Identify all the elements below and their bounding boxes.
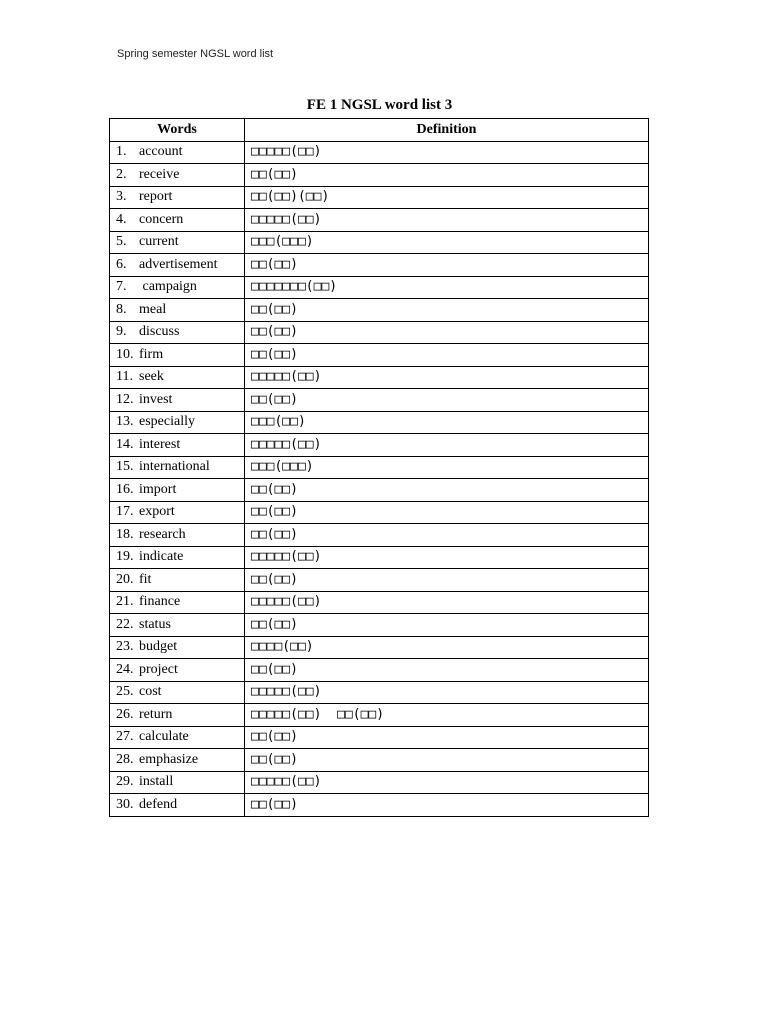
word-cell: [110, 591, 245, 614]
document-title: FE 1 NGSL word list 3: [306, 97, 453, 113]
definition-cell: □□□□□□□(□□): [245, 276, 649, 299]
definition-cell: □□(□□): [245, 794, 649, 817]
word-cell: [110, 321, 245, 344]
word-cell: [110, 299, 245, 322]
word-text: seek: [139, 369, 164, 385]
table-row: [110, 411, 649, 434]
word-text: receive: [139, 166, 180, 182]
table-row: [110, 389, 649, 412]
table-row: [110, 344, 649, 367]
word-number: 18.: [116, 526, 134, 542]
word-text: import: [139, 481, 177, 497]
word-number: 24.: [116, 661, 134, 677]
definition-cell: □□(□□): [245, 524, 649, 547]
table-row: [110, 209, 649, 232]
table-row: [110, 186, 649, 209]
word-cell: [110, 771, 245, 794]
word-text: return: [139, 706, 173, 722]
definition-cell: □□(□□): [245, 501, 649, 524]
word-number: 16.: [116, 481, 134, 497]
word-cell: [110, 749, 245, 772]
definition-cell: □□(□□): [245, 389, 649, 412]
word-number: 29.: [116, 774, 134, 790]
definition-cell: □□(□□): [245, 569, 649, 592]
definition-cell: □□□□□(□□): [245, 771, 649, 794]
definition-cell: □□(□□): [245, 659, 649, 682]
word-text: discuss: [139, 324, 180, 340]
definition-cell: □□□(□□□): [245, 231, 649, 254]
word-cell: [110, 254, 245, 277]
word-number: 25.: [116, 684, 134, 700]
word-text: install: [139, 774, 174, 790]
header-note: Spring semester NGSL word list: [117, 48, 274, 60]
word-number: 2.: [116, 166, 127, 182]
table-row: [110, 749, 649, 772]
word-cell: [110, 434, 245, 457]
word-cell: [110, 524, 245, 547]
word-number: 9.: [116, 324, 127, 340]
word-number: 4.: [116, 211, 127, 227]
word-text: cost: [139, 684, 162, 700]
definition-cell: □□(□□): [245, 344, 649, 367]
word-text: defend: [139, 796, 178, 812]
table-row: [110, 591, 649, 614]
definition-cell: □□(□□): [245, 749, 649, 772]
definition-cell: □□□□□(□□): [245, 209, 649, 232]
table-row: [110, 524, 649, 547]
word-cell: [110, 479, 245, 502]
word-cell: [110, 209, 245, 232]
word-text: report: [139, 189, 173, 205]
word-text: export: [139, 504, 175, 520]
word-cell: [110, 614, 245, 637]
word-cell: [110, 704, 245, 727]
word-cell: [110, 659, 245, 682]
word-text: international: [139, 459, 210, 475]
word-text: meal: [139, 301, 167, 317]
table-row: [110, 231, 649, 254]
word-number: 3.: [116, 189, 127, 205]
word-number: 19.: [116, 549, 134, 565]
definition-cell: □□□□□(□□) □□(□□): [245, 704, 649, 727]
definition-cell: □□(□□): [245, 164, 649, 187]
word-text: concern: [139, 211, 184, 227]
word-number: 1.: [116, 144, 127, 160]
table-row: [110, 546, 649, 569]
word-number: 26.: [116, 706, 134, 722]
word-cell: [110, 569, 245, 592]
word-number: 28.: [116, 751, 134, 767]
word-number: 6.: [116, 256, 127, 272]
word-text: account: [139, 144, 183, 160]
word-number: 5.: [116, 234, 127, 250]
word-number: 11.: [116, 369, 133, 385]
word-text: status: [139, 616, 171, 632]
table-row: [110, 659, 649, 682]
word-number: 23.: [116, 639, 134, 655]
table-header-row: [110, 119, 649, 142]
word-cell: [110, 456, 245, 479]
table-row: [110, 164, 649, 187]
word-text: research: [139, 526, 186, 542]
definition-cell: □□□□□(□□): [245, 141, 649, 164]
word-number: 21.: [116, 594, 134, 610]
definition-cell: □□□□□(□□): [245, 591, 649, 614]
word-number: 22.: [116, 616, 134, 632]
table-row: [110, 614, 649, 637]
word-text: calculate: [139, 729, 189, 745]
word-number: 20.: [116, 571, 134, 587]
word-text: fit: [139, 571, 152, 587]
word-number: 17.: [116, 504, 134, 520]
definition-cell: □□(□□): [245, 726, 649, 749]
definition-cell: □□(□□): [245, 614, 649, 637]
word-text: emphasize: [139, 751, 199, 767]
word-cell: [110, 681, 245, 704]
definition-cell: □□□□□(□□): [245, 546, 649, 569]
word-cell: [110, 636, 245, 659]
word-cell: [110, 389, 245, 412]
definition-cell: □□□□□(□□): [245, 434, 649, 457]
word-cell: [110, 164, 245, 187]
word-number: 13.: [116, 414, 134, 430]
definition-cell: □□□(□□): [245, 411, 649, 434]
word-text: campaign: [139, 279, 197, 295]
word-cell: [110, 411, 245, 434]
definition-cell: □□(□□)(□□): [245, 186, 649, 209]
word-list-body: [110, 141, 649, 816]
table-row: [110, 501, 649, 524]
table-row: [110, 254, 649, 277]
table-row: [110, 794, 649, 817]
definition-cell: □□□□(□□): [245, 636, 649, 659]
word-text: finance: [139, 594, 181, 610]
word-cell: [110, 794, 245, 817]
table-row: [110, 299, 649, 322]
table-row: [110, 456, 649, 479]
words-column-header: Words: [110, 119, 245, 142]
definition-cell: □□□□□(□□): [245, 366, 649, 389]
word-cell: [110, 501, 245, 524]
table-row: [110, 569, 649, 592]
word-number: 30.: [116, 796, 134, 812]
word-text: especially: [139, 414, 195, 430]
table-row: [110, 479, 649, 502]
table-row: [110, 681, 649, 704]
word-cell: [110, 546, 245, 569]
definition-column-header: Definition: [245, 119, 649, 142]
table-row: [110, 434, 649, 457]
word-cell: [110, 231, 245, 254]
word-text: budget: [139, 639, 178, 655]
word-text: indicate: [139, 549, 184, 565]
definition-cell: □□(□□): [245, 321, 649, 344]
table-row: [110, 704, 649, 727]
word-number: 10.: [116, 346, 134, 362]
definition-cell: □□(□□): [245, 479, 649, 502]
word-number: 12.: [116, 391, 134, 407]
word-text: firm: [139, 346, 164, 362]
table-row: [110, 771, 649, 794]
word-cell: [110, 366, 245, 389]
table-row: [110, 726, 649, 749]
table-row: [110, 141, 649, 164]
word-cell: [110, 344, 245, 367]
word-cell: [110, 276, 245, 299]
word-cell: [110, 141, 245, 164]
word-cell: [110, 726, 245, 749]
definition-cell: □□(□□): [245, 254, 649, 277]
definition-cell: □□□□□(□□): [245, 681, 649, 704]
word-number: 14.: [116, 436, 134, 452]
word-cell: [110, 186, 245, 209]
word-text: interest: [139, 436, 181, 452]
table-row: [110, 636, 649, 659]
word-text: advertisement: [139, 256, 218, 272]
word-number: 7.: [116, 279, 127, 295]
word-text: current: [139, 234, 179, 250]
word-number: 15.: [116, 459, 134, 475]
definition-cell: □□(□□): [245, 299, 649, 322]
word-number: 27.: [116, 729, 134, 745]
table-row: [110, 321, 649, 344]
definition-cell: □□□(□□□): [245, 456, 649, 479]
table-row: [110, 366, 649, 389]
word-text: project: [139, 661, 178, 677]
word-number: 8.: [116, 301, 127, 317]
word-list-table: [109, 118, 649, 817]
table-row: [110, 276, 649, 299]
word-text: invest: [139, 391, 173, 407]
